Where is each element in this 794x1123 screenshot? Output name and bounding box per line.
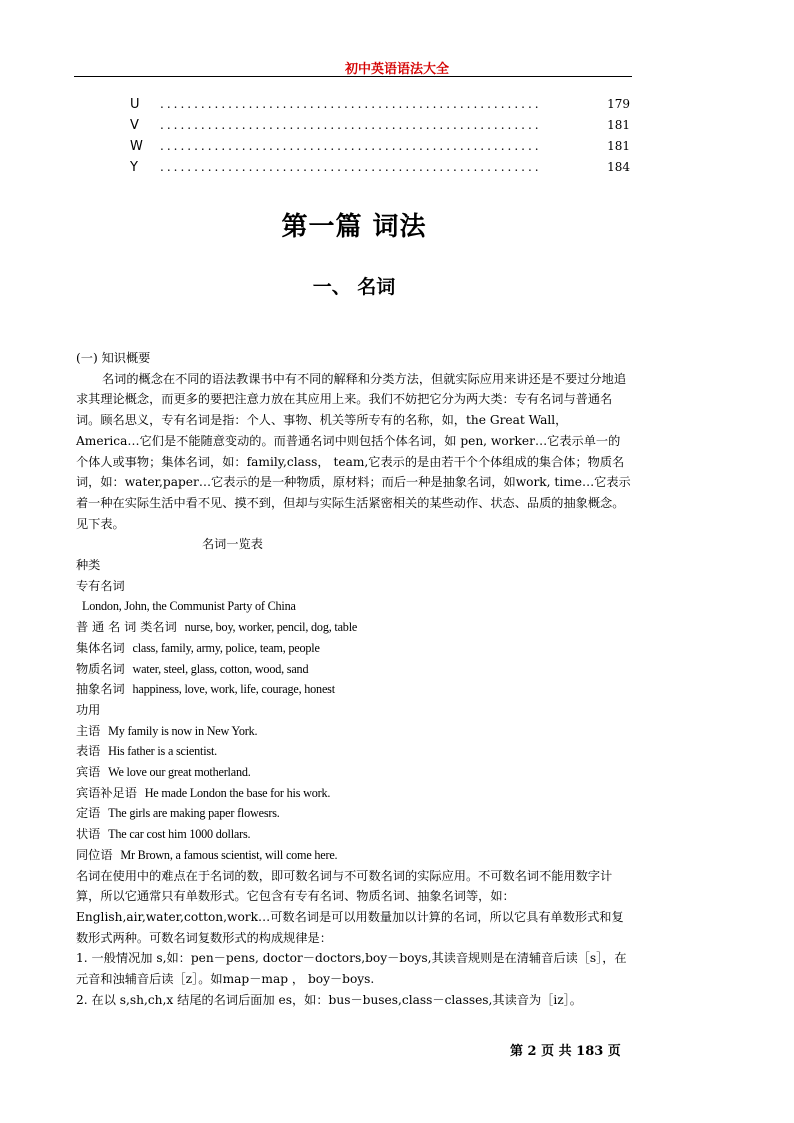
chapter-title: 第一篇 词法 xyxy=(281,212,427,242)
noun-function-row xyxy=(76,783,632,804)
noun-function-label: 宾语补足语 xyxy=(76,785,137,800)
noun-function-row xyxy=(76,741,632,762)
table-of-contents xyxy=(130,97,630,181)
noun-function-row xyxy=(76,803,632,824)
toc-leader-dots: ........................................................ xyxy=(160,139,542,153)
countability-paragraph: 名词在使用中的难点在于名词的数，即可数名词与不可数名词的实际应用。不可数名词不能用数字计算，所以它通常只有单数形式。它包含有专有名词、物质名词、抽象名词等，如：English,air,water,cotton,work…可数名词是可以用数量加以计算的名词，所以它具有单数形式和复数形式两种。可数名词复数形式的构成规律是： xyxy=(76,868,624,945)
noun-function-example: He made London the base for his work. xyxy=(144,785,331,800)
overview-heading: (一) 知识概要 xyxy=(76,351,151,365)
noun-type-label: 抽象名词 xyxy=(76,682,125,697)
noun-table-title: 名词一览表 xyxy=(202,537,263,552)
page-footer: 第 2 页 共 183 页 xyxy=(510,1044,621,1059)
noun-type-label: 普 通 名 词 类名词 xyxy=(76,620,177,635)
noun-function-label: 主语 xyxy=(76,723,101,738)
noun-function-example: My family is now in New York. xyxy=(108,723,258,738)
toc-page-number: 181 xyxy=(607,139,630,153)
header-divider xyxy=(74,76,632,77)
noun-type-examples: happiness, love, work, life, courage, honest xyxy=(132,682,335,697)
toc-letter: Y xyxy=(130,160,138,175)
toc-leader-dots: ........................................................ xyxy=(160,97,542,111)
noun-function-row xyxy=(76,824,632,845)
proper-noun-examples: London, John, the Communist Party of China xyxy=(82,599,296,614)
toc-page-number: 184 xyxy=(607,160,630,174)
noun-function-label: 宾语 xyxy=(76,765,101,780)
noun-function-example: We love our great motherland. xyxy=(108,765,251,780)
toc-leader-dots: ........................................................ xyxy=(160,160,542,174)
plural-rule-1: 1. 一般情况加 s,如：pen－pens, doctor－doctors,boy－boys,其读音规则是在清辅音后读［s］，在元音和浊辅音后读［z］。如map－map ， boy－boys. xyxy=(76,951,627,987)
noun-function-row xyxy=(76,845,632,866)
noun-type-row xyxy=(76,617,632,638)
body-content xyxy=(76,348,632,1011)
noun-type-row xyxy=(76,638,632,659)
noun-function-example: The girls are making paper flowesrs. xyxy=(108,806,280,821)
toc-entry xyxy=(130,97,630,118)
noun-function-row xyxy=(76,721,632,742)
noun-type-label: 物质名词 xyxy=(76,661,125,676)
noun-function-row xyxy=(76,762,632,783)
noun-function-header: 功用 xyxy=(76,702,101,717)
noun-type-header: 种类 xyxy=(76,558,101,573)
proper-noun-label: 专有名词 xyxy=(76,578,125,593)
noun-type-examples: nurse, boy, worker, pencil, dog, table xyxy=(184,620,358,635)
toc-letter: W xyxy=(130,139,143,154)
plural-rule-2: 2. 在以 s,sh,ch,x 结尾的名词后面加 es，如：bus－buses,class－classes,其读音为［iz］。 xyxy=(76,992,582,1007)
noun-function-label: 表语 xyxy=(76,744,101,759)
noun-function-example: His father is a scientist. xyxy=(108,744,217,759)
toc-leader-dots: ........................................................ xyxy=(160,118,542,132)
noun-function-label: 同位语 xyxy=(76,847,113,862)
noun-function-example: Mr Brown, a famous scientist, will come here. xyxy=(120,847,338,862)
document-header-title: 初中英语语法大全 xyxy=(344,62,449,77)
noun-function-label: 定语 xyxy=(76,806,101,821)
toc-letter: U xyxy=(130,97,140,112)
noun-type-examples: class, family, army, police, team, people xyxy=(132,640,320,655)
noun-type-label: 集体名词 xyxy=(76,640,125,655)
noun-function-label: 状语 xyxy=(76,827,101,842)
toc-entry xyxy=(130,160,630,181)
noun-type-examples: water, steel, glass, cotton, wood, sand xyxy=(132,661,309,676)
toc-entry xyxy=(130,139,630,160)
toc-page-number: 179 xyxy=(607,97,630,111)
section-title: 一、 名词 xyxy=(312,276,396,298)
toc-entry xyxy=(130,118,630,139)
overview-paragraph: 名词的概念在不同的语法教课书中有不同的解释和分类方法，但就实际应用来讲还是不要过分地追求其理论概念，而更多的要把注意力放在其应用上来。我们不妨把它分为两大类：专有名词与普通名词。顾名思义，专有名词是指：个人、事物、机关等所专有的名称，如，the Great Wall， America…它们是不能随意变动的。而普通名词中则包括个体名词，如 pen, worker…它表示单一的个体人或事物；集体名词，如：family,class， team,它表示的是由若干个个体组成的集合体；物质名词，如：water,paper…它表示的是一种物质，原材料；而后一种是抽象名词，如work, time…它表示着一种在实际生活中看不见、摸不到，但却与实际生活紧密相关的某些动作、状态、品质的抽象概念。见下表。 xyxy=(76,371,631,531)
toc-letter: V xyxy=(130,118,139,133)
noun-type-row xyxy=(76,679,632,700)
toc-page-number: 181 xyxy=(607,118,630,132)
noun-type-row xyxy=(76,659,632,680)
noun-function-example: The car cost him 1000 dollars. xyxy=(108,827,251,842)
